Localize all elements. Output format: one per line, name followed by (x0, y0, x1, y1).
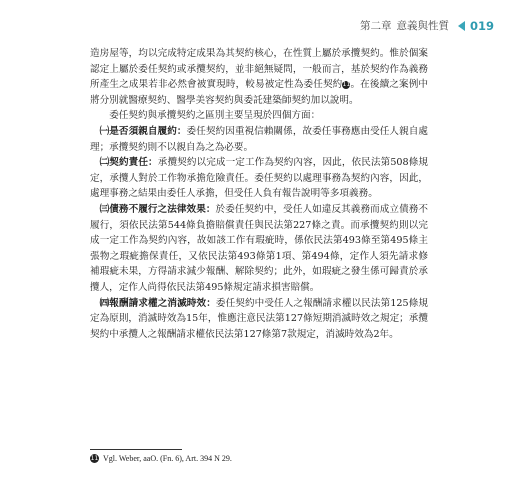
footnote-number: 11 (90, 455, 99, 462)
footnote (90, 454, 232, 463)
paragraph-2 (90, 108, 428, 124)
page-header (360, 18, 494, 33)
item-3-text: 於委任契約中，受任人如違反其義務而成立債務不履行，須依民法第544條負擔賠償責任與民法第227條之責。而承攬契約則以完成一定工作為契約內容，故如該工作有瑕疵時，係依民法第493條至第495條主張物之瑕疵擔保責任，又依民法第493條第1項、第494條，定作人須先請求修補瑕疵未果，方得請求減少報酬、解除契約；此外，如瑕疵之發生係可歸責於承攬人，定作人尚得依民法第495條規定請求損害賠償。 (90, 203, 429, 293)
chapter-title: 意義與性質 (396, 20, 449, 32)
triangle-marker-icon (458, 21, 465, 31)
footnote-divider (90, 449, 182, 450)
paragraph-1-text: 造房屋等，均以完成特定成果為其契約核心，在性質上屬於承攬契約。惟於個案認定上屬於委任契約或承攬契約，並非絕無疑問，一般而言，基於契約作為義務所產生之成果若非必然會被實現時，較易被定性為委任契約 (90, 48, 428, 91)
item-1-heading: ㈠是否須親自履約： (99, 125, 187, 137)
chapter-label: 第二章 (359, 20, 392, 32)
item-1-text: 委任契約因重視信賴關係，故委任事務應由受任人親自處理；承攬契約則不以親自為之為必要。 (90, 125, 429, 153)
item-nonperformance-effects (90, 202, 428, 296)
item-2-heading: ㈡契約責任： (99, 157, 158, 169)
footnote-ref: 11 (342, 81, 351, 89)
paragraph-1 (90, 46, 428, 108)
item-4-text: 委任契約中受任人之報酬請求權以民法第125條規定為原則，消滅時效為15年，惟應注意民法第127條短期消滅時效之規定；承攬契約中承攬人之報酬請求權依民法第127條第7款規定，消滅時效為2年。 (90, 297, 429, 340)
item-4-heading: ㈣報酬請求權之消滅時效： (99, 297, 216, 309)
item-limitation-period (90, 296, 428, 343)
body-text (90, 46, 428, 342)
item-3-heading: ㈢債務不履行之法律效果： (99, 203, 216, 215)
paragraph-2-text: 委任契約與承攬契約之區別主要呈現於四個方面： (109, 110, 321, 122)
item-contract-liability (90, 155, 428, 202)
item-personal-performance (90, 124, 428, 155)
page-number: 019 (469, 18, 494, 33)
item-2-text: 承攬契約以完成一定工作為契約內容，因此，依民法第508條規定，承攬人對於工作物承擔危險責任。委任契約以處理事務為契約內容，因此，處理事務之結果由委任人承擔，但受任人負有報告說明等多項義務。 (90, 157, 429, 200)
paragraph-1-tail: 。在後續之案例中將分別就醫療契約、醫學美容契約與委託建築師契約加以說明。 (90, 79, 429, 106)
footnote-text: Vgl. Weber, aaO. (Fn. 6), Art. 394 N 29. (103, 454, 232, 463)
